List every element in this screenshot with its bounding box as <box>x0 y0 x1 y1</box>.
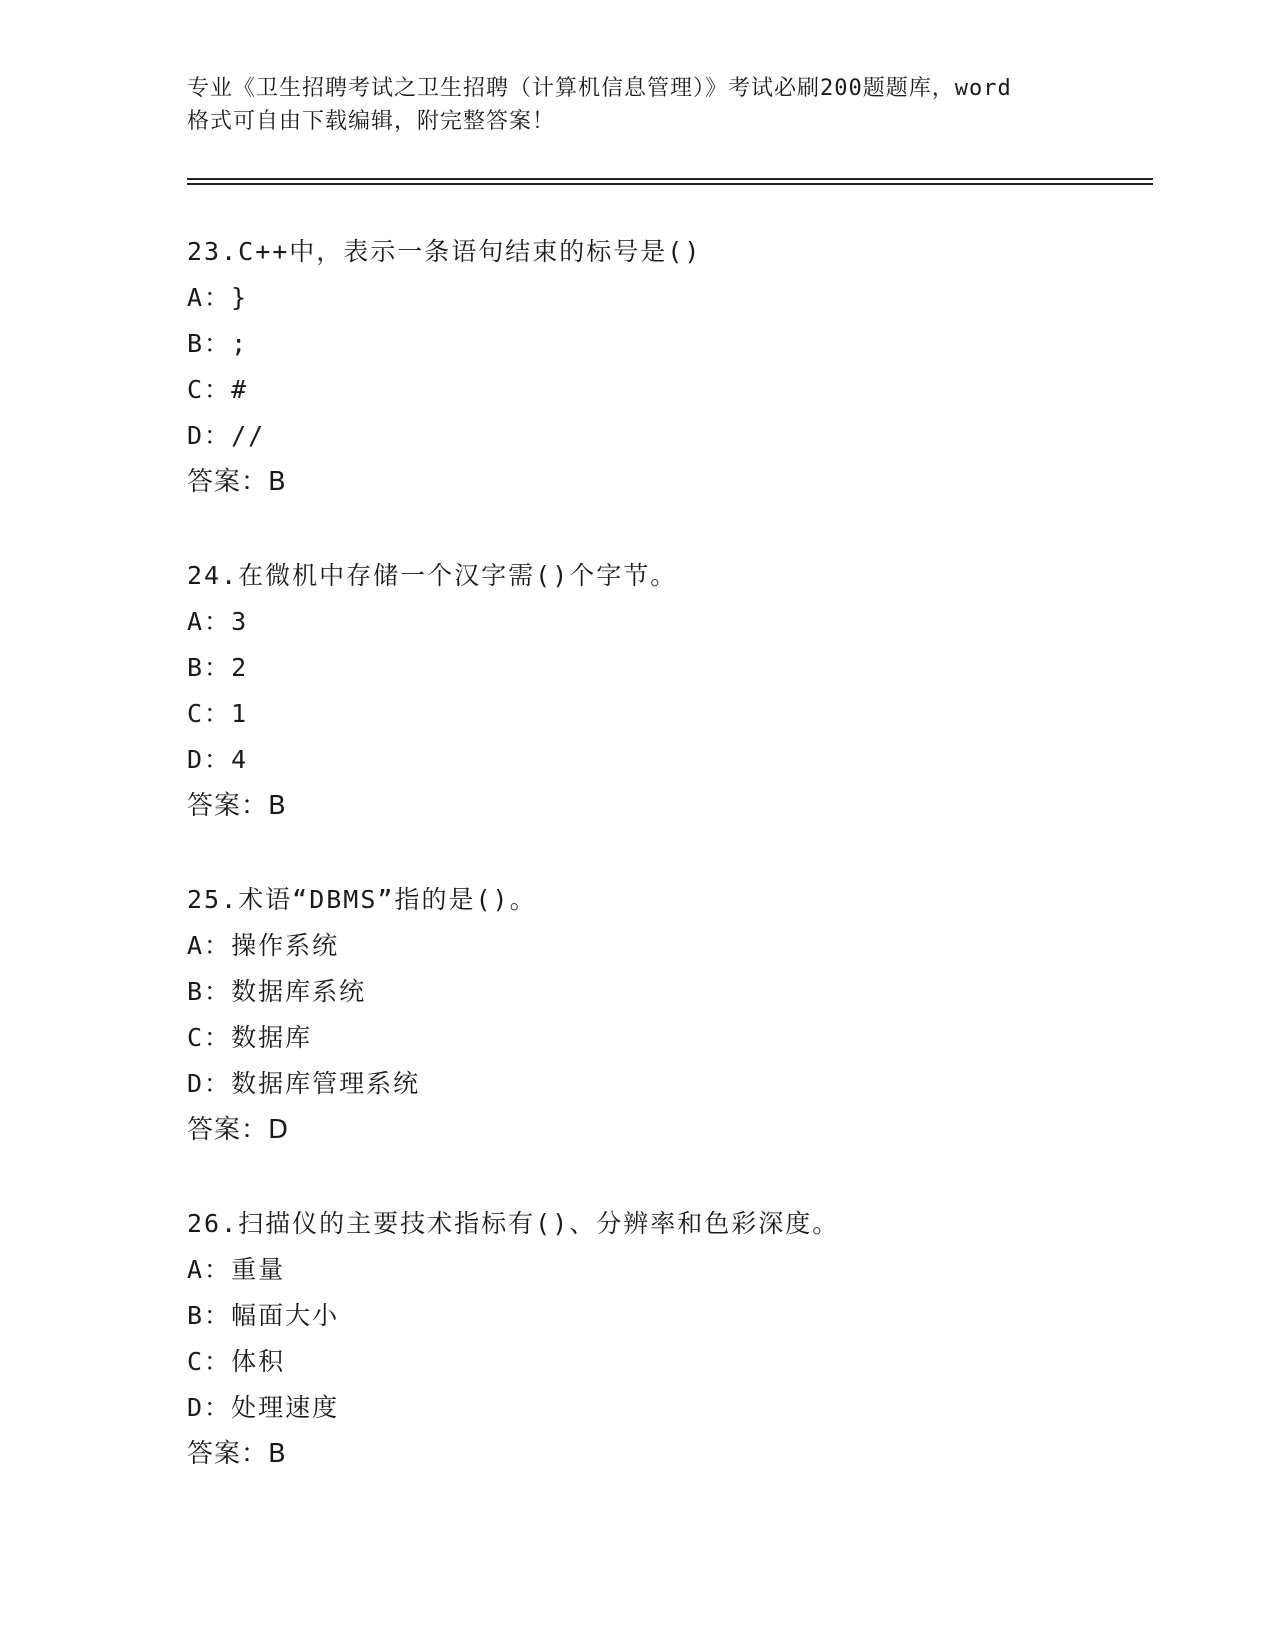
option-a <box>187 1247 1147 1293</box>
question-stem: 26.扫描仪的主要技术指标有()、分辨率和色彩深度。 <box>187 1209 840 1238</box>
question-23 <box>187 229 1147 505</box>
header-line-1: 专业《卫生招聘考试之卫生招聘（计算机信息管理）》考试必刷200题题库，word <box>187 76 1012 101</box>
question-26 <box>187 1201 1147 1477</box>
option-text: 数据库 <box>231 1023 313 1052</box>
header-divider-bottom <box>187 183 1153 185</box>
option-letter: C： <box>187 1023 232 1052</box>
question-stem: 25.术语“DBMS”指的是()。 <box>187 885 537 914</box>
option-text: 操作系统 <box>231 931 340 960</box>
option-letter: B： <box>187 1301 232 1330</box>
option-letter: B： <box>187 329 232 358</box>
option-text: 体积 <box>231 1347 286 1376</box>
option-text: 幅面大小 <box>231 1301 340 1330</box>
option-letter: A： <box>187 283 232 312</box>
option-text: # <box>231 375 249 404</box>
option-text: 3 <box>231 607 249 636</box>
answer: 答案：D <box>187 1115 290 1145</box>
option-letter: C： <box>187 375 232 404</box>
option-d <box>187 413 1147 459</box>
answer: 答案：B <box>187 1439 287 1469</box>
option-text: 处理速度 <box>231 1393 340 1422</box>
option-c <box>187 367 1147 413</box>
option-b <box>187 1293 1147 1339</box>
option-text: // <box>231 421 266 450</box>
option-b <box>187 645 1147 691</box>
option-b <box>187 969 1147 1015</box>
option-letter: B： <box>187 977 232 1006</box>
option-text: ; <box>231 329 249 358</box>
answer: 答案：B <box>187 791 287 821</box>
header-divider-top <box>187 178 1153 180</box>
option-d <box>187 1061 1147 1107</box>
option-a <box>187 923 1147 969</box>
option-letter: D： <box>187 1393 232 1422</box>
option-a <box>187 275 1147 321</box>
option-letter: A： <box>187 931 232 960</box>
option-letter: B： <box>187 653 232 682</box>
option-text: 数据库系统 <box>231 977 367 1006</box>
option-c <box>187 1339 1147 1385</box>
option-text: } <box>231 283 249 312</box>
question-24 <box>187 553 1147 829</box>
option-letter: D： <box>187 745 232 774</box>
option-text: 数据库管理系统 <box>231 1069 421 1098</box>
option-a <box>187 599 1147 645</box>
option-c <box>187 1015 1147 1061</box>
option-letter: C： <box>187 699 232 728</box>
question-25 <box>187 877 1147 1153</box>
option-text: 4 <box>231 745 249 774</box>
document-header <box>187 72 1087 138</box>
option-d <box>187 1385 1147 1431</box>
option-text: 重量 <box>231 1255 286 1284</box>
option-letter: D： <box>187 1069 232 1098</box>
question-stem: 24.在微机中存储一个汉字需()个字节。 <box>187 561 678 590</box>
header-line-2: 格式可自由下载编辑，附完整答案！ <box>187 109 556 134</box>
option-b <box>187 321 1147 367</box>
question-stem: 23.C++中，表示一条语句结束的标号是() <box>187 237 702 266</box>
answer: 答案：B <box>187 467 287 497</box>
option-letter: A： <box>187 607 232 636</box>
option-letter: C： <box>187 1347 232 1376</box>
option-text: 2 <box>231 653 249 682</box>
option-d <box>187 737 1147 783</box>
option-c <box>187 691 1147 737</box>
option-letter: A： <box>187 1255 232 1284</box>
option-text: 1 <box>231 699 249 728</box>
option-letter: D： <box>187 421 232 450</box>
